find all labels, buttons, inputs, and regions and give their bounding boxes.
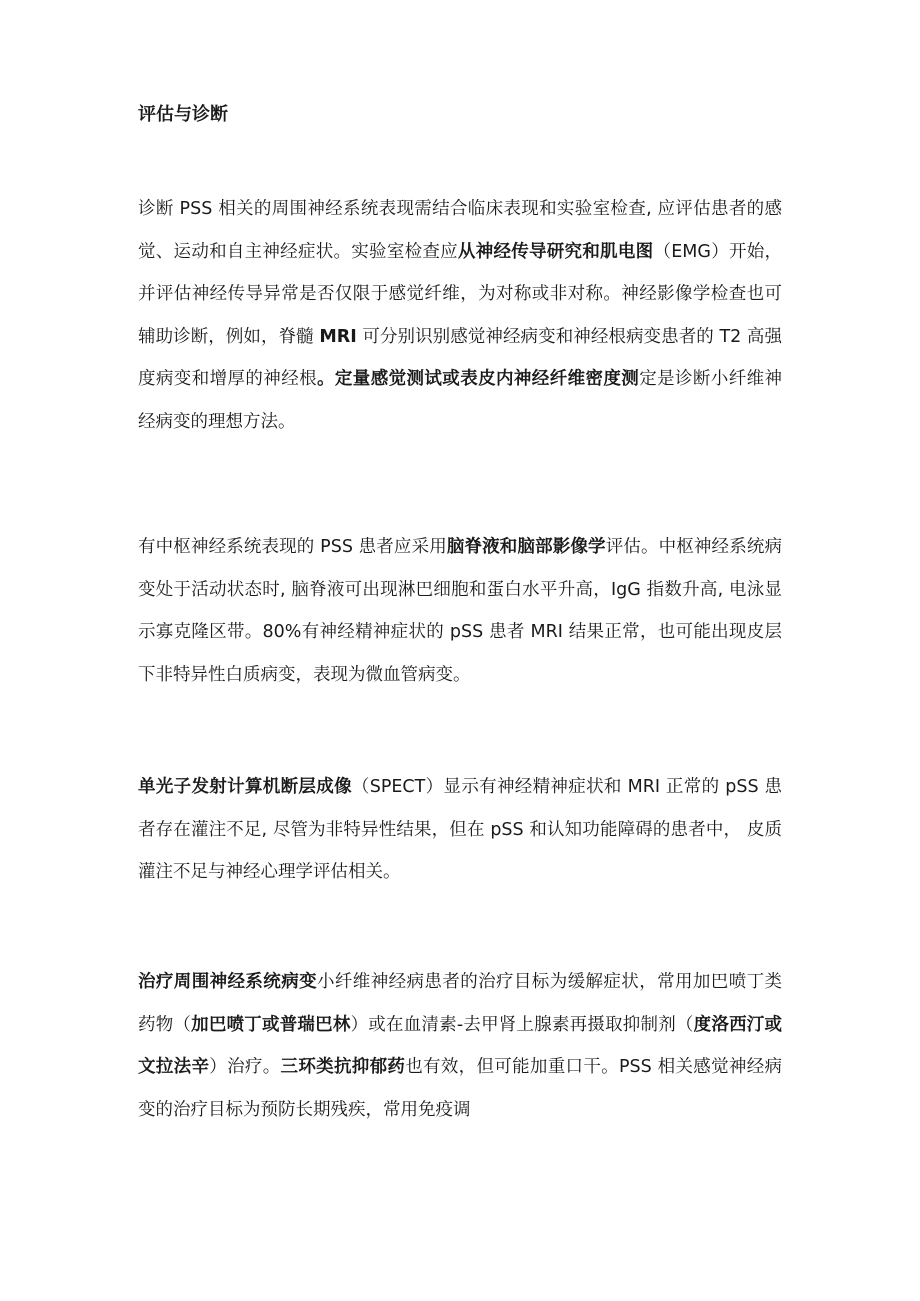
text-run: ）治疗。	[209, 1057, 281, 1077]
text-run-bold: MRI	[319, 326, 357, 347]
text-run-bold: 三环类抗抑郁药	[280, 1057, 406, 1077]
paragraph-spect	[138, 766, 782, 894]
text-run: 也有效，但可能加重口干。PSS 相关感觉神经病变的治疗目标为预防长期残疾，常用免疫调	[138, 1057, 783, 1120]
text-run-bold: 单光子发射计算机断层成像	[138, 777, 352, 797]
text-run: 小纤维神经病患者的治疗目标为缓解症状，常用加巴喷丁类药物（	[138, 972, 782, 1035]
text-run-bold: 治疗周围神经系统病变	[138, 972, 317, 992]
text-run: 可分别识别感觉神经病变和神经根病变患者的 T2 高强度病变和增厚的神经根	[138, 326, 783, 389]
text-run-bold: 脑脊液和脑部影像学	[446, 537, 606, 557]
text-run: （EMG）开始，并评估神经传导异常是否仅限于感觉纤维，为对称或非对称。神经影像学检查也可辅助诊断，例如，脊髓	[138, 241, 783, 347]
text-run-bold: 加巴喷丁或普瑞巴林	[191, 1014, 351, 1035]
text-run-bold: 。定量感觉测试或表皮内神经纤维密度测	[317, 369, 640, 389]
text-run: 定是诊断小纤维神经病变的理想方法。	[138, 369, 783, 432]
paragraph-treatment	[138, 961, 782, 1131]
text-run: ）或在血清素-去甲肾上腺素再摄取抑制剂（	[350, 1014, 694, 1035]
text-run: 评估。中枢神经系统病变处于活动状态时, 脑脊液可出现淋巴细胞和蛋白水平升高，IgG 指数升高, 电泳显示寡克隆区带。80%有神经精神症状的 pSS 患者 MRI 结果正常，也可能出现皮层下非特异性白质病变，表现为微血管病变。	[138, 537, 782, 685]
section-heading: 评估与诊断	[138, 104, 228, 125]
paragraph-cns	[138, 526, 782, 696]
text-run: 诊断 PSS 相关的周围神经系统表现需结合临床表现和实验室检查, 应评估患者的感觉、运动和自主神经症状。实验室检查应	[138, 199, 782, 262]
paragraph-diagnosis	[138, 188, 782, 443]
text-run-bold: 度洛西汀或文拉法辛	[138, 1014, 782, 1077]
text-run: （SPECT）显示有神经精神症状和 MRI 正常的 pSS 患者存在灌注不足, 尽管为非特异性结果，但在 pSS 和认知功能障碍的患者中， 皮质灌注不足与神经心理学评估相关。	[138, 777, 782, 882]
text-run-bold: 从神经传导研究和肌电图	[457, 241, 654, 262]
text-run: 有中枢神经系统表现的 PSS 患者应采用	[138, 537, 447, 557]
